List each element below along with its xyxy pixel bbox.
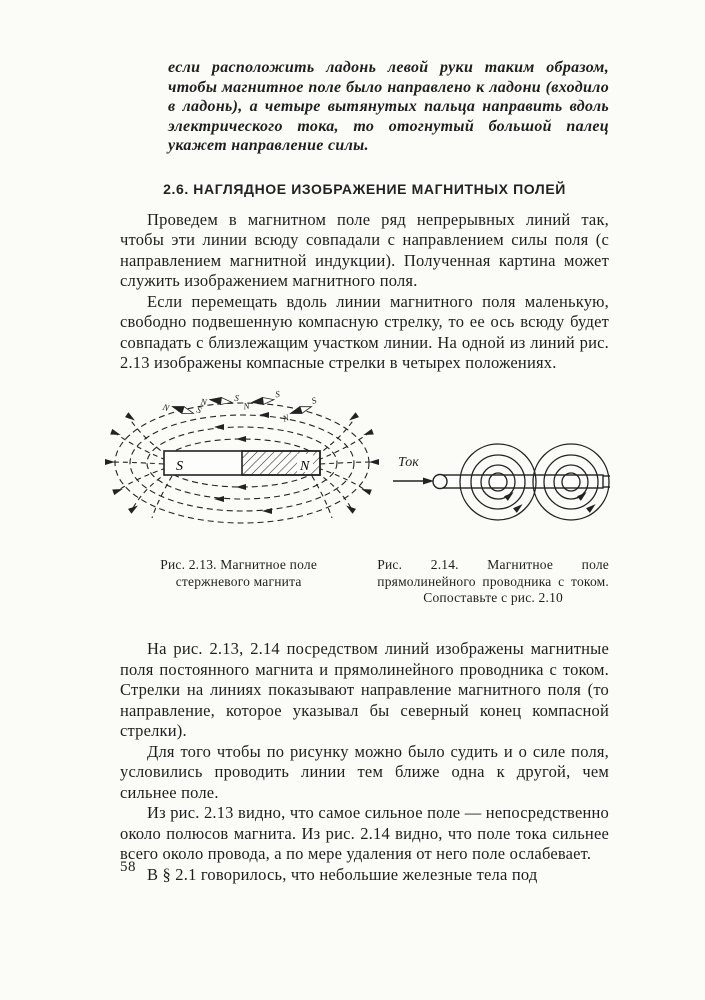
compass-needles [161,388,321,424]
figures-row [100,388,609,540]
needle-north-label: N [200,396,208,407]
bar-magnet-field-illustration [100,388,385,540]
text-column [120,58,609,885]
paragraph-4: Для того чтобы по рисунку можно было судить и о силе поля, условились проводить линии тем ближе одна к другой, чем сильнее поле. [120,741,609,802]
needle-north-label: N [161,401,171,413]
bar-magnet [164,451,320,475]
needle-south-label: S [310,394,318,406]
south-pole-radiating-lines [108,416,172,518]
compass-needle [161,394,204,423]
figure-2-14-caption: Рис. 2.14. Магнитное поле прямолинейного проводника с током. Сопоставьте с рис. 2.10 [377,557,609,605]
paragraph-5: Из рис. 2.13 видно, что самое сильное поле — непосредственно около полюсов магнита. Из рис. 2.14 видно, что поле тока сильнее всего около провода, а по мере удаления от него поле ослабевает. [120,803,609,863]
current-conductor-field-illustration [390,426,615,538]
figure-2-13-caption: Рис. 2.13. Магнитное поле стержневого магнита [160,557,318,589]
paragraph-1: Проведем в магнитном поле ряд непрерывных линий так, чтобы эти линии всюду совпадали с направлением силы поля (с направлением магнитной индукции). Полученная картина может служить изображением магнитного поля. [120,209,609,290]
needle-south-label: S [195,404,203,415]
paragraph-3: На рис. 2.13, 2.14 посредством линий изображены магнитные поля постоянного магнита и прямолинейного проводника с током. Стрелки на линиях показывают направление магнитного поля (то направление, которое указывал бы северный конец компасной стрелки). [120,639,609,740]
magnet-south-label: S [176,458,183,474]
paragraph-6: В § 2.1 говорилось, что небольшие железные тела под [147,864,538,884]
captions-row [120,544,609,621]
needle-north-label: N [242,400,251,411]
figure-2-13-bar-magnet [100,388,385,545]
page-number: 58 [120,859,136,875]
current-arrow-icon [423,477,434,484]
needle-south-label: S [274,388,281,399]
intro-quote-paragraph: если расположить ладонь левой руки таким образом, чтобы магнитное поле было направлено к ладони (входило в ладонь), а четыре вытянутых пальца направить вдоль электрического тока, то отогнутый большой палец укажет направление силы. [168,59,609,154]
compass-needle [241,388,282,411]
compass-needle [278,394,321,423]
needle-north-label: N [281,411,291,424]
compass-needle [199,388,240,411]
section-heading: 2.6. НАГЛЯДНОЕ ИЗОБРАЖЕНИЕ МАГНИТНЫХ ПОЛЕЙ [163,180,566,197]
after-figures-text [120,639,609,885]
magnet-north-label: N [300,458,310,474]
needle-south-label: S [233,392,240,403]
paragraph-2: Если перемещать вдоль линии магнитного поля маленькую, свободно подвешенную компасную стрелку, то ее ось всюду будет совпадать с близлежащим участком линии. На одной из линий рис. 2.13 изображены компасные стрелки в четырех положениях. [120,291,609,372]
current-label: Ток [398,454,419,470]
current-annotation [393,455,434,485]
figure-2-14-conductor [390,426,615,543]
north-pole-radiating-lines [312,416,376,518]
